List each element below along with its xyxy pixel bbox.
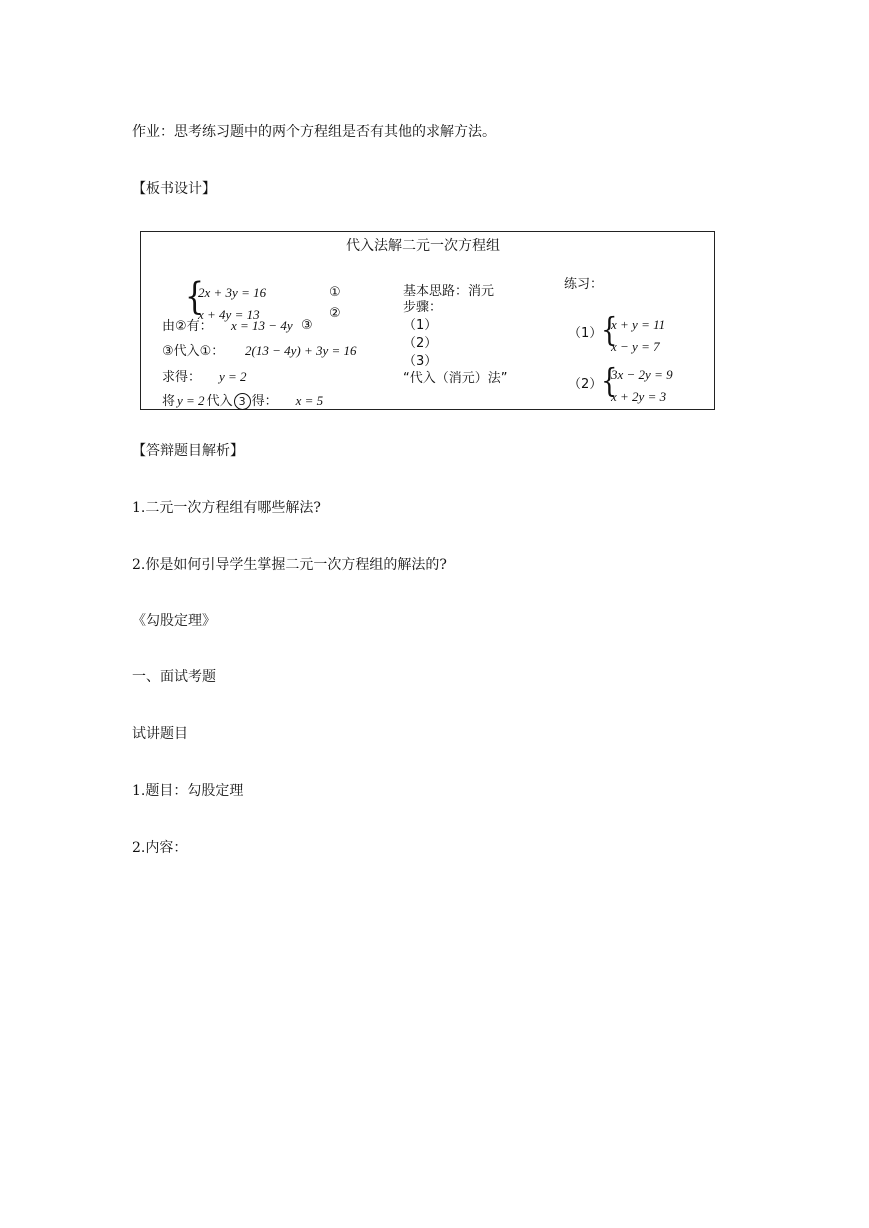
step1-label: 由②有： [162, 319, 213, 334]
idea-item-1: （1） [403, 318, 438, 333]
item-1: 1.题目：勾股定理 [132, 783, 244, 799]
blackboard-design-figure [140, 231, 715, 410]
eq1-mark: ① [329, 285, 341, 300]
idea-item-3: （3） [403, 354, 438, 369]
homework-text: 作业：思考练习题中的两个方程组是否有其他的求解方法。 [132, 124, 496, 140]
step4-prefix: 将 [162, 394, 176, 409]
left-brace-icon: { [185, 275, 205, 319]
question-2: 2.你是如何引导学生掌握二元一次方程组的解法的? [132, 557, 447, 573]
left-brace-icon: { [601, 362, 618, 400]
step4-line [162, 393, 323, 410]
section-title: 《勾股定理》 [132, 613, 216, 629]
practice1-eq2: x − y = 7 [611, 339, 660, 354]
board-design-heading: 【板书设计】 [132, 181, 216, 197]
system-eq2: x + 4y = 13 [198, 307, 260, 322]
practice-label: 练习： [564, 277, 604, 292]
practice2-eq1: 3x − 2y = 9 [611, 367, 673, 382]
step4-expr: x = 5 [295, 393, 324, 408]
question-1: 1.二元一次方程组有哪些解法? [132, 500, 321, 516]
system-eq1: 2x + 3y = 16 [198, 285, 267, 300]
left-brace-icon: { [601, 311, 618, 349]
practice2-num: （2） [568, 377, 603, 392]
step4-middle: 代入 [206, 394, 233, 409]
step4-y-expr: y = 2 [177, 393, 205, 408]
idea-item-2: （2） [403, 336, 438, 351]
practice1-eq1: x + y = 11 [611, 317, 666, 332]
trial-lecture-heading: 试讲题目 [132, 726, 188, 742]
step2-label: ③代入①： [162, 344, 225, 359]
eq2-mark: ② [329, 306, 341, 321]
defense-heading: 【答辩题目解析】 [132, 443, 244, 459]
step2-expr: 2(13 − 4y) + 3y = 16 [245, 343, 357, 358]
circled-three-icon: 3 [234, 393, 251, 410]
step3-label: 求得： [162, 370, 202, 385]
step1-mark: ③ [301, 318, 313, 333]
part-one-heading: 一、面试考题 [132, 669, 216, 685]
idea-line2: 步骤： [403, 300, 443, 315]
item-2: 2.内容： [132, 840, 188, 856]
idea-line1: 基本思路：消元 [403, 284, 495, 299]
practice1-num: （1） [568, 326, 603, 341]
practice2-eq2: x + 2y = 3 [611, 389, 667, 404]
board-title: 代入法解二元一次方程组 [346, 238, 500, 254]
step1-expr: x = 13 − 4y [231, 318, 293, 333]
step3-expr: y = 2 [219, 369, 247, 384]
step4-suffix: 得： [251, 394, 278, 409]
method-name: “代入（消元）法” [403, 371, 508, 386]
